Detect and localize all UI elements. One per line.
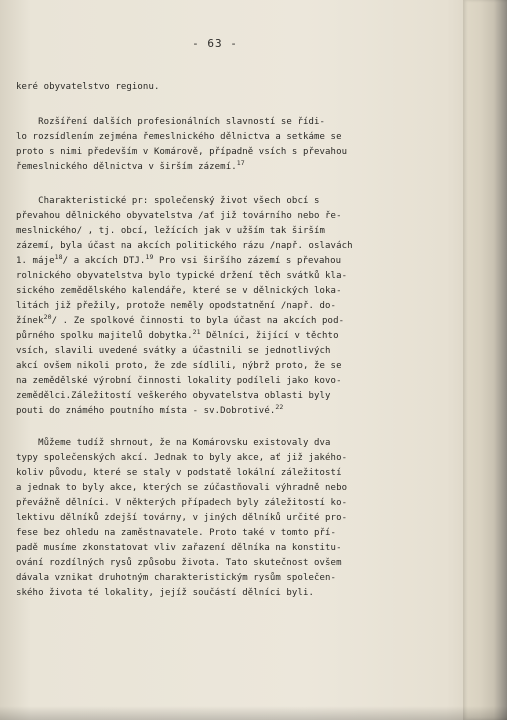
paragraph-1	[16, 115, 347, 175]
text-line: typy společenských akcí. Jednak to byly akce, ať již jakého-	[16, 453, 348, 463]
text-line: žínek$^{20}$/ . Ze spolkové činnosti to byla účast na akcích pod-	[16, 313, 345, 326]
text-line: vsích, slavili uvedené svátky a účastnili se jednotlivých	[16, 346, 331, 356]
text-line: zemědělci.Záležitostí veškerého obyvatelstva oblasti byly	[16, 391, 331, 401]
text-line: 1. máje$^{18}$/ a akcích DTJ.$^{19}$ Pro vsi širšího zázemí s převahou	[16, 253, 342, 266]
text-line: převážně dělníci. V některých případech byly záležitostí ko-	[16, 498, 348, 508]
text-line: převahou dělnického obyvatelstva /ať již továrního nebo ře-	[16, 211, 342, 221]
text-line: lo rozsídlením zejména řemeslnického dělnictva a setkáme se	[16, 132, 342, 142]
paragraph-2	[16, 194, 353, 419]
text-line: Rozšíření dalších profesionálních slavností se řídi-	[16, 117, 326, 127]
footnote-ref: 18	[54, 253, 63, 261]
footnote-ref: 20	[43, 313, 52, 321]
text-line: lektivu dělníků zdejší továrny, v jiných dělníků určité pro-	[16, 513, 348, 523]
text-line: meslnického/ , tj. obcí, ležících jak v užším tak širším	[16, 226, 326, 236]
text-line: řemeslnického dělnictva v širším zázemí.$^{17}$	[16, 159, 245, 172]
page-number: - 63 -	[192, 37, 238, 50]
text-line: akcí ovšem nikoli proto, že zde sídlili, nýbrž proto, že se	[16, 361, 342, 371]
text-line: pouti do známého poutního místa - sv.Dobrotivé.$^{22}$	[16, 403, 284, 416]
text-line: na zemědělské výrobní činnosti lokality podíleli jako kovo-	[16, 376, 342, 386]
paragraph-3	[16, 436, 347, 601]
text-line: Můžeme tudíž shrnout, že na Komárovsku existovaly dva	[16, 438, 331, 448]
text-line: padě musíme zkonstatovat vliv zařazení dělníka na konstitu-	[16, 543, 342, 553]
text-line: a jednak to byly akce, kterých se zúčastňovali výhradně nebo	[16, 483, 348, 493]
text-line: půrného spolku majitelů dobytka.$^{21}$ Dělníci, žijící v těchto	[16, 328, 339, 341]
page-edge-stack	[463, 0, 507, 720]
text-line: rolnického obyvatelstva bylo typické držení těch svátků kla-	[16, 271, 348, 281]
footnote-ref: 21	[192, 328, 201, 336]
text-line: keré obyvatelstvo regionu.	[16, 82, 160, 92]
text-line: sického zemědělského kalendáře, které se v dělnických loka-	[16, 286, 342, 296]
text-line: proto s nimi především v Komárově, případně vsích s převahou	[16, 147, 348, 157]
text-line: litách již přežily, protože neměly opodstatnění /např. do-	[16, 301, 337, 311]
footnote-ref: 17	[236, 159, 245, 167]
text-line: fese bez ohledu na zaměstnavatele. Proto také v tomto pří-	[16, 528, 337, 538]
paragraph-continuation	[16, 80, 159, 95]
text-line: ského života té lokality, jejíž součástí dělníci byli.	[16, 588, 314, 598]
footnote-ref: 22	[275, 403, 284, 411]
text-line: zázemí, byla účast na akcích politického rázu /např. oslavách	[16, 241, 353, 251]
footnote-ref: 19	[145, 253, 154, 261]
text-line: dávala vznikat druhotným charakteristickým rysům společen-	[16, 573, 337, 583]
text-line: Charakteristické pr: společenský život všech obcí s	[16, 196, 320, 206]
bottom-shadow	[0, 706, 507, 720]
text-line: koliv původu, které se staly v podstatě lokální záležitostí	[16, 468, 342, 478]
text-line: ování rozdílných rysů způsobu života. Tato skutečnost ovšem	[16, 558, 342, 568]
